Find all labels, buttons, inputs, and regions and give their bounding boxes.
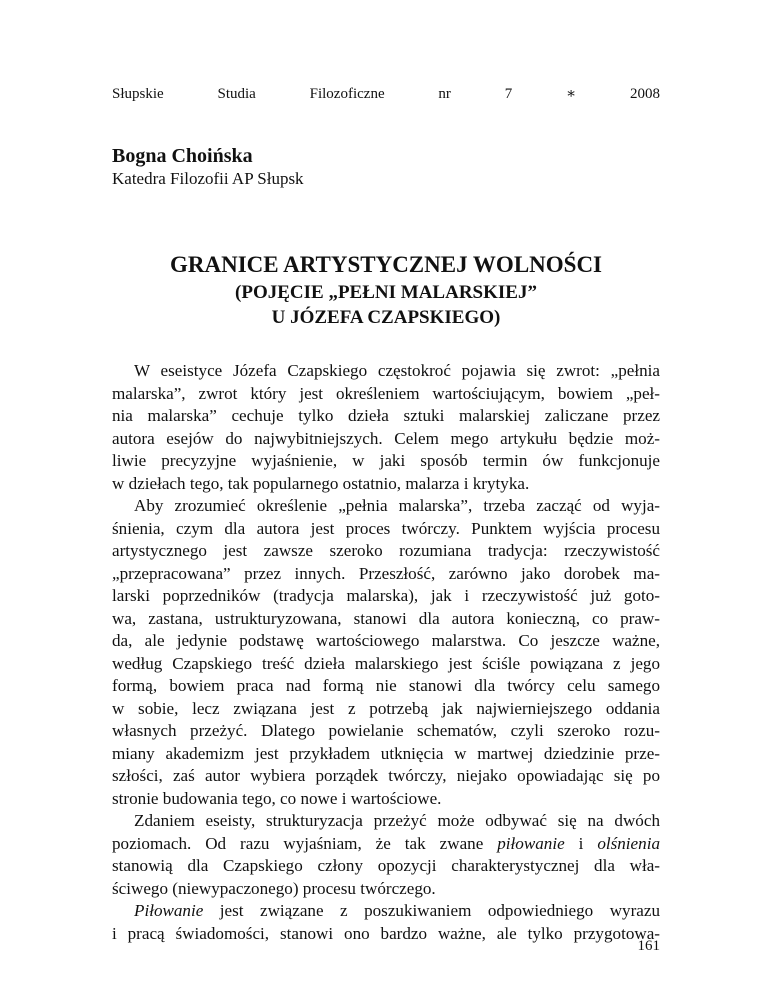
emphasis-term: piłowanie bbox=[497, 833, 565, 853]
body-line-mixed bbox=[112, 833, 660, 856]
header-word: nr bbox=[438, 86, 451, 102]
header-word: ∗ bbox=[566, 86, 577, 102]
body-line: W eseistyce Józefa Czapskiego częstokroć pojawia się zwrot: „pełnia bbox=[134, 361, 660, 380]
author-affiliation: Katedra Filozofii AP Słupsk bbox=[112, 169, 304, 188]
body-line: stronie budowania tego, co nowe i wartościowe. bbox=[112, 788, 442, 808]
title-subtitle-line-1: (POJĘCIE „PEŁNI MALARSKIEJ” bbox=[235, 282, 537, 303]
header-word: Filozoficzne bbox=[309, 86, 385, 102]
title-main: GRANICE ARTYSTYCZNEJ WOLNOŚCI bbox=[169, 252, 603, 277]
header-word: 7 bbox=[504, 86, 513, 102]
body-line: według Czapskiego treść dzieła malarskiego jest ściśle powiązana z jego bbox=[112, 653, 660, 673]
body-line: larski poprzedników (tradycja malarska), jak i rzeczywistość już goto- bbox=[112, 586, 660, 605]
body-line: w sobie, lecz związana jest z potrzebą jak najwierniejszego oddania bbox=[112, 698, 660, 718]
body-line: malarska”, zwrot który jest określeniem wartościującym, bowiem „peł- bbox=[112, 383, 660, 403]
body-line: szłości, zaś autor wybiera porządek twórczy, niejako opowiadając się po bbox=[112, 766, 660, 785]
journal-header bbox=[112, 84, 660, 104]
body-line: własnych przeżyć. Dlatego powielanie schematów, czyli szeroko rozu- bbox=[112, 721, 660, 740]
body-line: da, ale jedynie podstawę wartościowego malarstwa. Co jeszcze ważne, bbox=[112, 631, 660, 650]
body-line: liwie precyzyjne wyjaśnienie, w jaki sposób termin ów funkcjonuje bbox=[112, 451, 660, 470]
body-line: śnienia, czym dla autora jest proces twórczy. Punktem wyjścia procesu bbox=[112, 518, 660, 538]
body-line: „przepracowana” przez innych. Przeszłość, zarówno jako dorobek ma- bbox=[112, 563, 660, 583]
text-run: poziomach. Od razu wyjaśniam, że tak zwane bbox=[112, 833, 498, 853]
body-line: miany akademizm jest przykładem utknięcia w martwej dziedzinie prze- bbox=[112, 743, 660, 763]
body-line: wa, zastana, ustrukturyzowana, stanowi dla autora konieczną, co praw- bbox=[112, 608, 660, 628]
author-name: Bogna Choińska bbox=[112, 145, 253, 167]
body-line: artystycznego jest zawsze szeroko rozumiana tradycja: rzeczywistość bbox=[112, 541, 660, 560]
body-line: nia malarska” cechuje tylko dzieła sztuki malarskiej zaliczane przez bbox=[112, 406, 660, 425]
body-line: formą, bowiem praca nad formą nie stanowi dla twórcy celu samego bbox=[112, 676, 660, 695]
text-run: jest związane z poszukiwaniem odpowiedniego wyrazu bbox=[203, 901, 660, 920]
article-title bbox=[112, 250, 660, 330]
body-line: i pracą świadomości, stanowi ono bardzo ważne, ale tylko przygotowa- bbox=[112, 923, 660, 943]
body-line: Aby zrozumieć określenie „pełnia malarska”, trzeba zacząć od wyja- bbox=[134, 496, 660, 515]
article-body bbox=[112, 360, 660, 945]
body-line: autora esejów do najwybitniejszych. Celem mego artykułu będzie moż- bbox=[112, 428, 660, 448]
body-line: stanowią dla Czapskiego człony opozycji charakterystycznej dla wła- bbox=[112, 856, 660, 875]
body-line: Zdaniem eseisty, strukturyzacja przeżyć może odbywać się na dwóch bbox=[134, 811, 660, 830]
body-line: w dziełach tego, tak popularnego ostatnio, malarza i krytyka. bbox=[112, 473, 530, 493]
page-number: 161 bbox=[637, 938, 660, 954]
header-word: Słupskie bbox=[112, 86, 164, 102]
emphasis-term: olśnienia bbox=[597, 833, 660, 853]
title-subtitle-line-2: U JÓZEFA CZAPSKIEGO) bbox=[271, 307, 501, 328]
body-line-mixed bbox=[112, 900, 660, 923]
text-run: i bbox=[564, 833, 598, 853]
body-line: ściwego (niewypaczonego) procesu twórczego. bbox=[112, 878, 436, 898]
header-word: Studia bbox=[217, 86, 256, 102]
header-word: 2008 bbox=[630, 86, 660, 102]
emphasis-term: Piłowanie bbox=[134, 901, 204, 920]
article-page bbox=[112, 0, 660, 994]
